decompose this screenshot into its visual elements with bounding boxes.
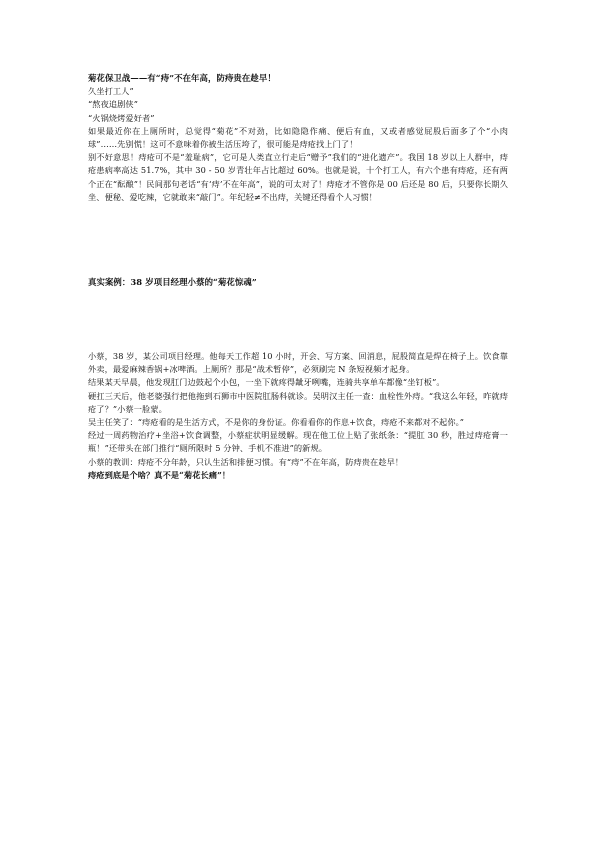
case-paragraph: 吴主任笑了：“痔疮看的是生活方式，不是你的身份证。你看看你的作息+饮食，痔疮不来都对不起你。” (88, 417, 465, 428)
case-paragraph: 小蔡，38 岁，某公司项目经理。他每天工作超 10 小时，开会、写方案、回消息，屁股简直是焊在椅子上。饮食靠外卖，最爱麻辣香锅+冰啤酒。上厕所？那是“战术暂停”，必须刷完 N 条短视频才起身。 (88, 351, 508, 375)
article-header (88, 72, 508, 204)
section-title: 真实案例：38 岁项目经理小蔡的“菊花惊魂” (88, 277, 257, 287)
case-section-heading (88, 276, 508, 289)
case-paragraph: 硬扛三天后，他老婆强行把他拖到石狮市中医院肛肠科就诊。吴明汉主任一查：血栓性外痔。“我这么年轻，咋就痔疮了？”小蔡一脸蒙。 (88, 390, 508, 414)
article-title: 菊花保卫战——有“痔”不在年高，防痔贵在趁早！ (88, 73, 276, 83)
paragraph-statistics: 别不好意思！痔疮可不是“羞耻病”，它可是人类直立行走后“赠予”我们的“进化遗产”。我国 18 岁以上人群中，痔疮患病率高达 51.7%，其中 30 - 50 岁青壮年占比超过 60%。也就是说，十个打工人，有六个患有痔疮，还有两个正在“酝酿”！民间那句老话“有‘痔’不在年高”，说的可太对了！痔疮才不管你是 00 后还是 80 后，只要你长期久坐、便秘、爱吃辣，它就敢来“敲门”。年纪轻≠不出痔，关键还得看个人习惯！ (88, 152, 508, 202)
paragraph-symptoms: 如果最近你在上厕所时，总觉得“菊花”不对劲，比如隐隐作痛、便后有血，又或者感觉屁股后面多了个“小肉球”……先别慌！这可不意味着你被生活压垮了，很可能是痔疮找上门了！ (88, 125, 508, 150)
case-paragraph: 小蔡的教训：痔疮不分年龄，只认生活和排便习惯。有“痔”不在年高，防痔贵在趁早！ (88, 456, 404, 467)
intro-line: “火锅烧烤爱好者” (88, 112, 155, 123)
intro-line: “熬夜追剧侠” (88, 99, 139, 110)
intro-line: 久坐打工人” (88, 86, 134, 97)
case-paragraph: 经过一周药物治疗+坐浴+饮食调整，小蔡症状明显缓解。现在他工位上贴了张纸条：“提肛 30 秒，胜过痔疮膏一瓶！”还带头在部门推行“厕所限时 5 分钟、手机不准进”的新规。 (88, 430, 508, 454)
case-paragraph: 结果某天早晨，他发现肛门边鼓起个小包，一坐下就疼得龇牙咧嘴，连骑共享单车都像“坐钉板”。 (88, 377, 445, 388)
case-section-body (88, 350, 508, 482)
closing-question: 痔疮到底是个啥？真不是“菊花长痛”！ (88, 469, 231, 480)
